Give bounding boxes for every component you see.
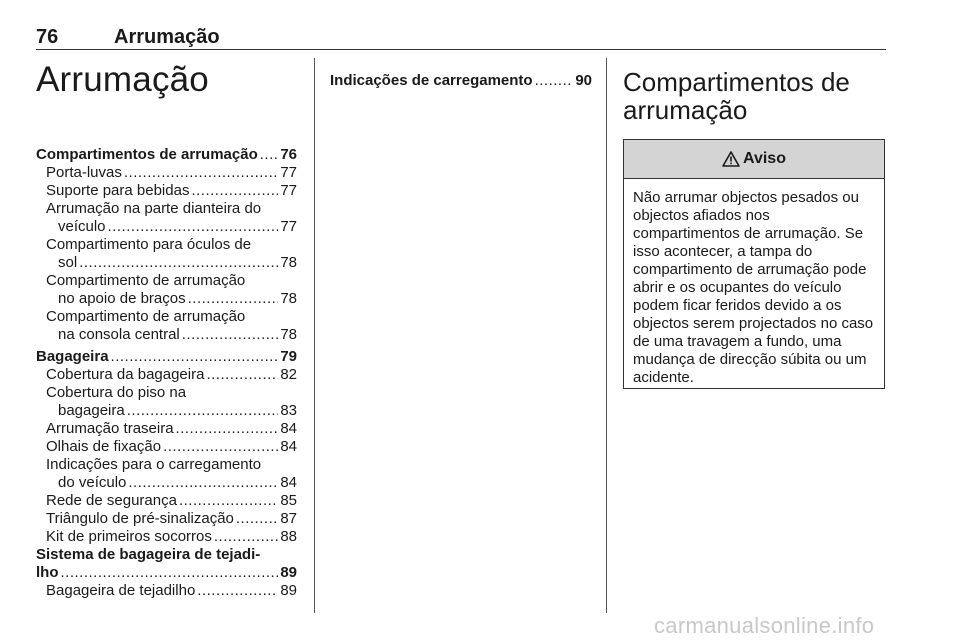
toc-entry-label: Olhais de fixação — [46, 438, 162, 455]
toc-leader-dots — [176, 420, 279, 438]
toc-page-number: 77 — [280, 218, 297, 235]
toc-page-number: 87 — [280, 510, 297, 527]
toc-entry-line — [36, 290, 297, 308]
toc-entry-label: Kit de primeiros socorros — [46, 528, 212, 545]
toc-leader-dots — [163, 438, 278, 456]
table-of-contents — [36, 146, 297, 600]
running-header-title: Arrumação — [114, 26, 220, 48]
toc-entry-label-continued: na consola central — [58, 326, 180, 343]
column-divider-2 — [606, 58, 607, 613]
toc-entry[interactable] — [36, 348, 297, 366]
toc-page-number: 78 — [280, 326, 297, 343]
toc-page-number: 78 — [280, 254, 297, 271]
warning-text: Não arrumar objectos pesados ou objectos afiados nos compartimentos de arrumação. Se isso acontecer, a tampa do compartimento de arrumação pode abrir e os ocupantes do veículo podem ficar feridos devido a os objectos serem projectados no caso de uma travagem a fundo, uma mudança de direcção súbita ou um acidente. — [633, 189, 874, 386]
toc-entry[interactable] — [36, 164, 297, 182]
warning-triangle-icon — [722, 151, 740, 167]
toc-entry-label: Compartimentos de arrumação — [36, 146, 258, 163]
toc-entry-line — [36, 254, 297, 272]
toc-entry-label: Bagageira — [36, 348, 109, 365]
toc-leader-dots — [191, 182, 278, 200]
toc-leader-dots — [61, 564, 279, 582]
toc-entry-label: Sistema de bagageira de tejadi- — [36, 546, 261, 563]
toc-entry[interactable] — [36, 384, 297, 420]
toc-leader-dots — [124, 164, 278, 182]
toc-entry-label-continued: do veículo — [58, 474, 127, 491]
toc-entry-label: Compartimento de arrumação — [46, 308, 246, 325]
toc-entry[interactable] — [36, 582, 297, 600]
toc-entry[interactable] — [36, 492, 297, 510]
toc-entry-label: Cobertura da bagageira — [46, 366, 205, 383]
chapter-title: Arrumação — [36, 60, 209, 99]
toc-page-number: 76 — [280, 146, 297, 163]
toc-entry-label: Compartimento de arrumação — [46, 272, 246, 289]
toc-entry[interactable] — [36, 510, 297, 528]
toc-entry-label: Indicações para o carregamento — [46, 456, 262, 473]
toc-entry-label-continued: veículo — [58, 218, 106, 235]
toc-leader-dots — [206, 366, 278, 384]
toc-entry-line — [36, 326, 297, 344]
warning-label: Aviso — [743, 150, 786, 167]
toc-list — [330, 72, 592, 90]
toc-entry[interactable] — [36, 308, 297, 344]
toc-page-number: 85 — [280, 492, 297, 509]
toc-leader-dots — [108, 218, 279, 236]
toc-entry[interactable] — [36, 272, 297, 308]
toc-entry[interactable] — [36, 456, 297, 492]
toc-entry-label: Suporte para bebidas — [46, 182, 190, 199]
toc-page-number: 90 — [575, 72, 592, 89]
toc-entry[interactable] — [36, 146, 297, 164]
toc-entry-label: Compartimento para óculos de — [46, 236, 252, 253]
header-rule — [36, 49, 886, 50]
toc-entry[interactable] — [330, 72, 592, 90]
toc-page-number: 84 — [280, 438, 297, 455]
toc-page-number: 79 — [280, 348, 297, 365]
toc-entry-label-continued: no apoio de braços — [58, 290, 186, 307]
toc-leader-dots — [197, 582, 278, 600]
toc-entry-label: Arrumação traseira — [46, 420, 174, 437]
toc-entry[interactable] — [36, 438, 297, 456]
column-divider-1 — [314, 58, 315, 613]
table-of-contents-continued — [330, 72, 592, 90]
toc-entry[interactable] — [36, 366, 297, 384]
toc-entry-label: Bagageira de tejadilho — [46, 582, 196, 599]
toc-page-number: 84 — [280, 420, 297, 437]
toc-page-number: 84 — [280, 474, 297, 491]
toc-entry-label: Indicações de carregamento — [330, 72, 533, 89]
toc-leader-dots — [182, 326, 279, 344]
warning-header — [624, 140, 884, 179]
toc-list — [36, 146, 297, 600]
toc-entry-label: Triângulo de pré-sinalização — [46, 510, 234, 527]
toc-leader-dots — [179, 492, 278, 510]
toc-entry-line — [36, 218, 297, 236]
toc-entry[interactable] — [36, 200, 297, 236]
toc-page-number: 88 — [280, 528, 297, 545]
toc-leader-dots — [128, 474, 278, 492]
toc-entry-line — [36, 474, 297, 492]
toc-page-number: 78 — [280, 290, 297, 307]
toc-entry[interactable] — [36, 420, 297, 438]
toc-leader-dots — [214, 528, 278, 546]
toc-entry-line — [36, 402, 297, 420]
watermark: carmanualsonline.info — [654, 613, 875, 638]
toc-page-number: 82 — [280, 366, 297, 383]
toc-entry-label-continued: sol — [58, 254, 78, 271]
toc-entry[interactable] — [36, 546, 297, 582]
page-number: 76 — [36, 26, 59, 48]
toc-entry[interactable] — [36, 236, 297, 272]
toc-entry-label: Porta-luvas — [46, 164, 122, 181]
toc-entry[interactable] — [36, 528, 297, 546]
toc-entry-label: Arrumação na parte dianteira do — [46, 200, 262, 217]
toc-page-number: 83 — [280, 402, 297, 419]
toc-leader-dots — [236, 510, 278, 528]
toc-leader-dots — [188, 290, 279, 308]
toc-entry[interactable] — [36, 182, 297, 200]
toc-page-number: 77 — [280, 182, 297, 199]
toc-leader-dots — [127, 402, 279, 420]
toc-page-number: 89 — [280, 564, 297, 581]
section-title: Compartimentos de arrumação — [623, 67, 850, 125]
toc-leader-dots — [535, 72, 574, 90]
toc-leader-dots — [79, 254, 278, 272]
toc-entry-label: Cobertura do piso na — [46, 384, 187, 401]
toc-entry-label: Rede de segurança — [46, 492, 177, 509]
toc-page-number: 89 — [280, 582, 297, 599]
toc-page-number: 77 — [280, 164, 297, 181]
warning-box — [623, 139, 885, 389]
page-header — [36, 26, 886, 50]
toc-entry-label-continued: bagageira — [58, 402, 125, 419]
toc-entry-label-continued: lho — [36, 564, 59, 581]
toc-leader-dots — [111, 348, 279, 366]
toc-entry-line — [36, 564, 297, 582]
toc-leader-dots — [260, 146, 279, 164]
